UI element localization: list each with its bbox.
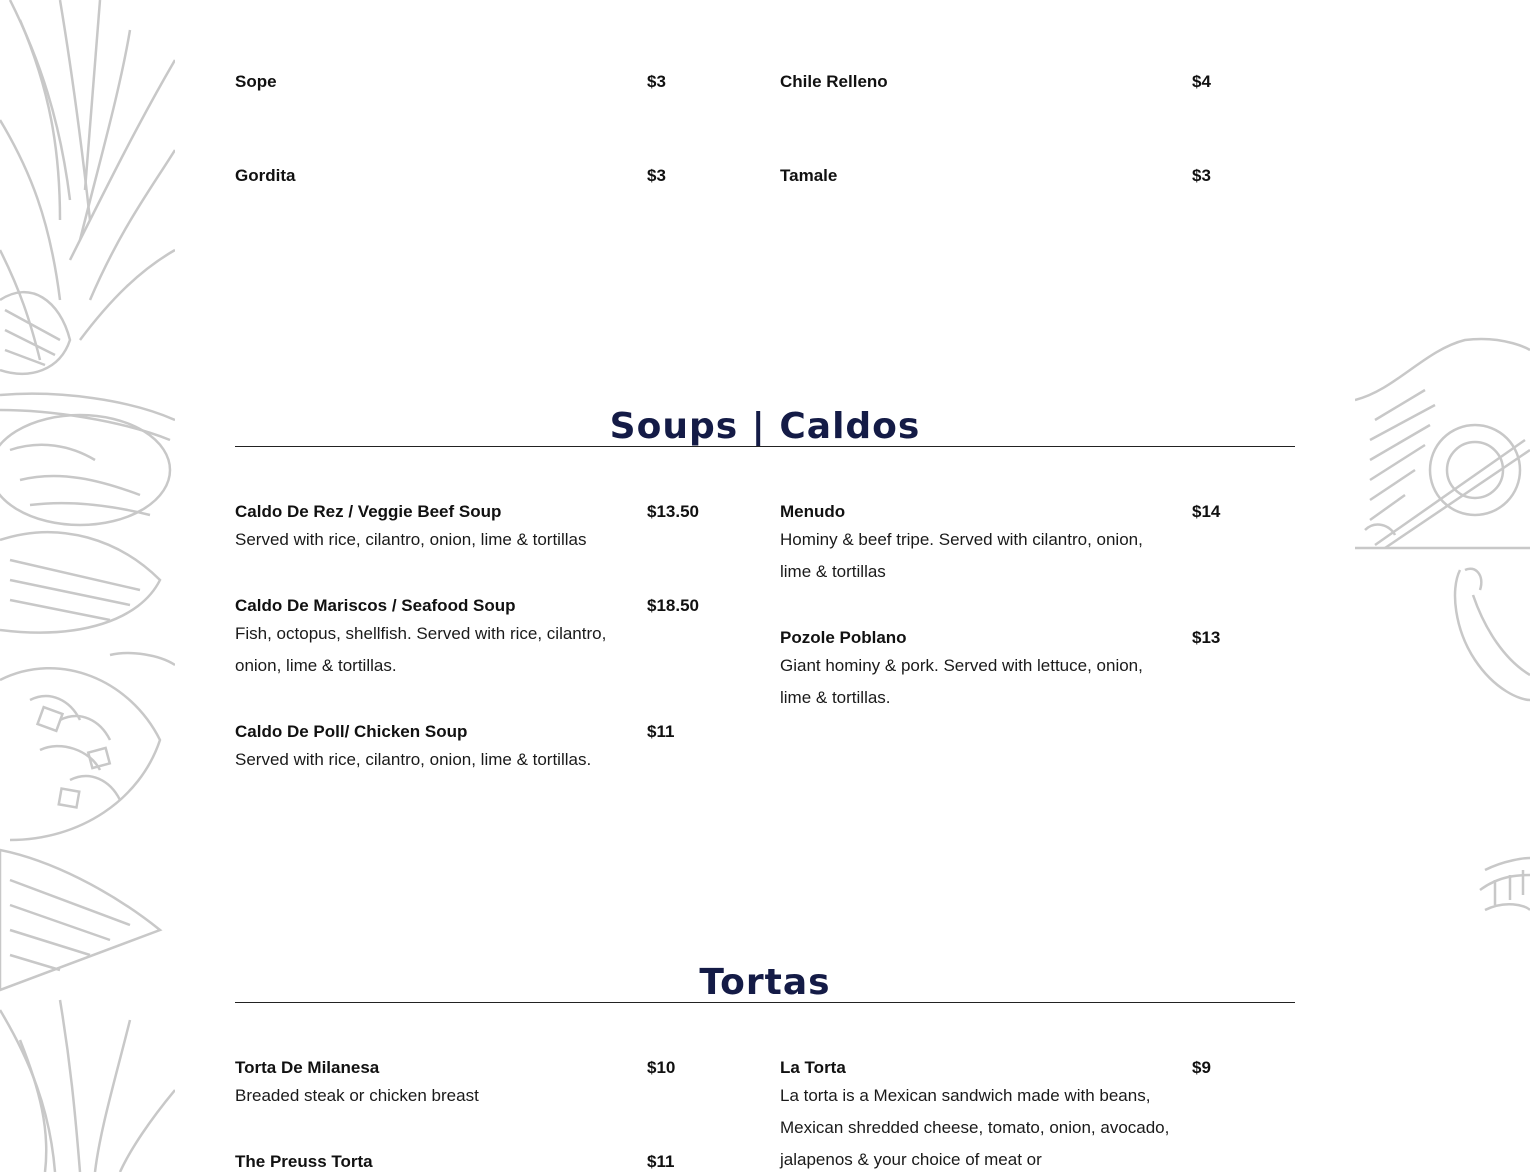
item-name: Chile Relleno xyxy=(780,72,888,91)
item-name: The Preuss Torta xyxy=(235,1152,373,1171)
item-price: $4 xyxy=(1192,72,1211,91)
item-price: $3 xyxy=(1192,166,1211,185)
item-name: Caldo De Mariscos / Seafood Soup xyxy=(235,596,516,615)
item-description: Breaded steak or chicken breast xyxy=(235,1086,479,1105)
food-illustration-icon xyxy=(0,0,175,1172)
item-price: $14 xyxy=(1192,502,1221,521)
item-description: Served with rice, cilantro, onion, lime & tortillas. xyxy=(235,750,592,769)
item-name: Menudo xyxy=(780,502,846,521)
item-price: $13 xyxy=(1192,628,1221,647)
item-price: $11 xyxy=(647,1152,675,1171)
section-title-soups: Soups | Caldos xyxy=(609,406,921,447)
item-name: Caldo De Rez / Veggie Beef Soup xyxy=(235,502,502,521)
item-description: La torta is a Mexican sandwich made with beans, Mexican shredded cheese, tomato, onion, avocado, jalapenos & your choice of meat or xyxy=(780,1086,1170,1169)
item-name: Tamale xyxy=(780,166,838,185)
item-name: La Torta xyxy=(780,1058,846,1077)
item-price: $13.50 xyxy=(647,502,699,521)
item-price: $10 xyxy=(647,1058,676,1077)
item-name: Pozole Poblano xyxy=(780,628,907,647)
item-price: $18.50 xyxy=(647,596,699,615)
item-name: Caldo De Poll/ Chicken Soup xyxy=(235,722,468,741)
item-description: Fish, octopus, shellfish. Served with rice, cilantro, onion, lime & tortillas. xyxy=(235,624,607,675)
item-name: Sope xyxy=(235,72,277,91)
item-description: Giant hominy & pork. Served with lettuce, onion, lime & tortillas. xyxy=(780,656,1143,707)
item-name: Gordita xyxy=(235,166,296,185)
item-price: $11 xyxy=(647,722,675,741)
guitar-chili-illustration-icon xyxy=(1355,330,1530,980)
left-food-illustration xyxy=(0,0,175,1172)
section-divider xyxy=(235,446,1295,447)
section-title-tortas: Tortas xyxy=(699,962,831,1003)
item-price: $3 xyxy=(647,166,666,185)
item-description: Hominy & beef tripe. Served with cilantro, onion, lime & tortillas xyxy=(780,530,1143,581)
item-description: Served with rice, cilantro, onion, lime & tortillas xyxy=(235,530,587,549)
section-divider xyxy=(235,1002,1295,1003)
item-price: $3 xyxy=(647,72,666,91)
menu-content xyxy=(235,0,1295,1172)
right-food-illustration xyxy=(1355,330,1530,980)
item-name: Torta De Milanesa xyxy=(235,1058,380,1077)
item-price: $9 xyxy=(1192,1058,1211,1077)
